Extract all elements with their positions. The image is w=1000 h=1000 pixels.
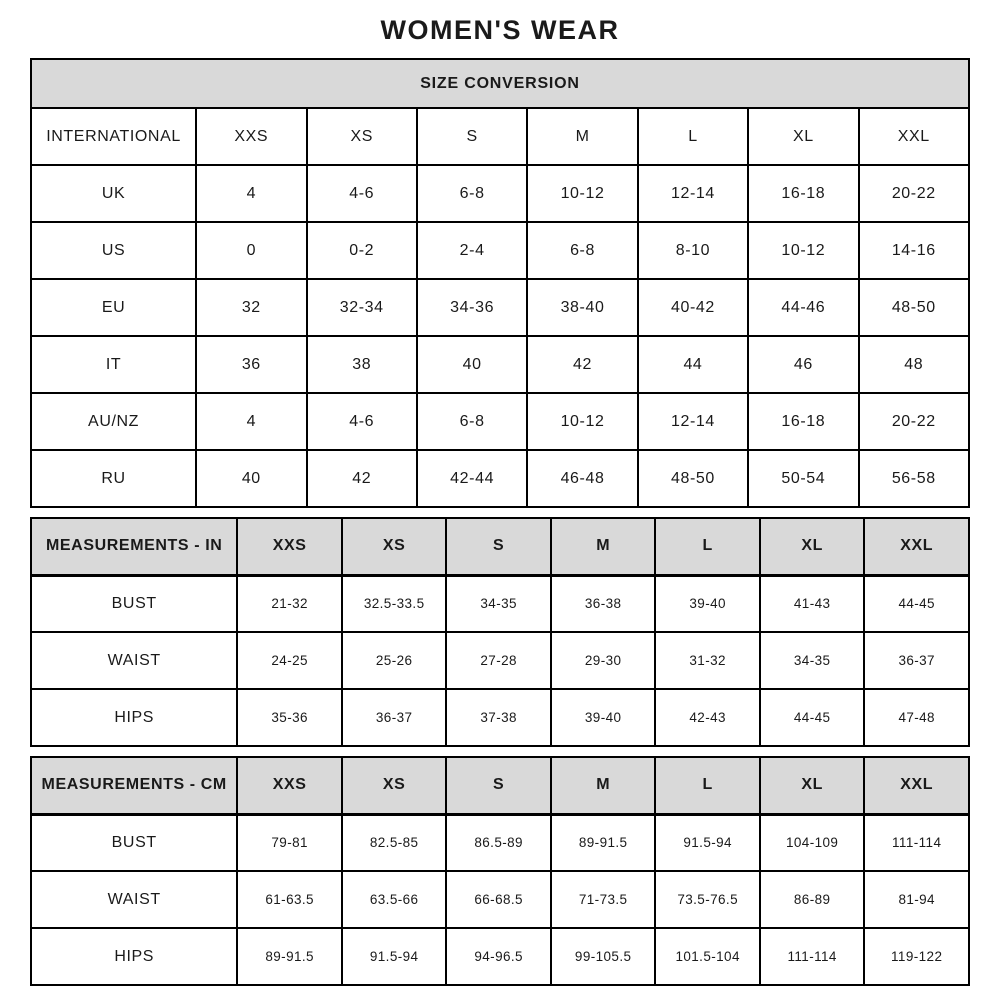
table-cell: 38-40 — [527, 279, 637, 336]
measurements-in-title: MEASUREMENTS - IN — [31, 518, 237, 575]
size-column-header: S — [446, 518, 551, 575]
table-cell: 73.5-76.5 — [655, 871, 760, 928]
table-row — [31, 222, 969, 279]
size-column-header: L — [655, 518, 760, 575]
table-cell: 50-54 — [748, 450, 858, 507]
table-cell: 91.5-94 — [655, 814, 760, 871]
measurements-in-table — [30, 517, 970, 747]
table-cell: 6-8 — [417, 165, 527, 222]
table-cell: XXS — [196, 108, 306, 165]
table-cell: 12-14 — [638, 393, 748, 450]
table-cell: 81-94 — [864, 871, 969, 928]
row-label: UK — [31, 165, 196, 222]
table-cell: 24-25 — [237, 632, 342, 689]
size-column-header: XL — [760, 518, 865, 575]
table-cell: 89-91.5 — [237, 928, 342, 985]
table-cell: 10-12 — [527, 393, 637, 450]
table-cell: 6-8 — [527, 222, 637, 279]
table-cell: 36-38 — [551, 575, 656, 632]
table-cell: XS — [307, 108, 417, 165]
table-cell: 46-48 — [527, 450, 637, 507]
table-cell: 63.5-66 — [342, 871, 447, 928]
table-cell: 20-22 — [859, 165, 969, 222]
size-column-header: XXL — [864, 518, 969, 575]
table-cell: 4-6 — [307, 393, 417, 450]
table-cell: 47-48 — [864, 689, 969, 746]
table-cell: 71-73.5 — [551, 871, 656, 928]
table-cell: 82.5-85 — [342, 814, 447, 871]
table-row — [31, 871, 969, 928]
table-cell: 14-16 — [859, 222, 969, 279]
table-cell: 86.5-89 — [446, 814, 551, 871]
table-cell: 44 — [638, 336, 748, 393]
table-cell: 36 — [196, 336, 306, 393]
table-cell: 8-10 — [638, 222, 748, 279]
table-row — [31, 928, 969, 985]
table-cell: 39-40 — [655, 575, 760, 632]
table-cell: 4-6 — [307, 165, 417, 222]
table-cell: 32.5-33.5 — [342, 575, 447, 632]
table-cell: 91.5-94 — [342, 928, 447, 985]
table-cell: 61-63.5 — [237, 871, 342, 928]
size-column-header: XXL — [864, 757, 969, 814]
size-conversion-title: SIZE CONVERSION — [31, 59, 969, 108]
table-cell: 35-36 — [237, 689, 342, 746]
table-cell: 40 — [196, 450, 306, 507]
size-column-header: M — [551, 518, 656, 575]
table-cell: L — [638, 108, 748, 165]
size-column-header: M — [551, 757, 656, 814]
table-row — [31, 108, 969, 165]
table-cell: 36-37 — [342, 689, 447, 746]
table-cell: 86-89 — [760, 871, 865, 928]
table-cell: 111-114 — [864, 814, 969, 871]
row-label: AU/NZ — [31, 393, 196, 450]
table-cell: 89-91.5 — [551, 814, 656, 871]
table-cell: 48 — [859, 336, 969, 393]
table-cell: 46 — [748, 336, 858, 393]
table-cell: 34-36 — [417, 279, 527, 336]
table-row — [31, 575, 969, 632]
table-cell: 32 — [196, 279, 306, 336]
table-cell: 40-42 — [638, 279, 748, 336]
table-cell: 4 — [196, 393, 306, 450]
table-cell: 21-32 — [237, 575, 342, 632]
table-cell: 94-96.5 — [446, 928, 551, 985]
table-cell: XL — [748, 108, 858, 165]
table-row — [31, 814, 969, 871]
table-cell: 44-45 — [760, 689, 865, 746]
table-cell: 101.5-104 — [655, 928, 760, 985]
size-column-header: XL — [760, 757, 865, 814]
table-row — [31, 393, 969, 450]
row-label: HIPS — [31, 689, 237, 746]
table-cell: 41-43 — [760, 575, 865, 632]
table-cell: 27-28 — [446, 632, 551, 689]
table-row — [31, 336, 969, 393]
size-column-header: XS — [342, 518, 447, 575]
table-cell: M — [527, 108, 637, 165]
table-cell: 12-14 — [638, 165, 748, 222]
table-cell: 16-18 — [748, 393, 858, 450]
measurements-cm-table — [30, 756, 970, 986]
row-label: BUST — [31, 814, 237, 871]
table-cell: 0-2 — [307, 222, 417, 279]
table-row — [31, 165, 969, 222]
table-cell: 48-50 — [859, 279, 969, 336]
table-cell: 20-22 — [859, 393, 969, 450]
table-row — [31, 279, 969, 336]
table-cell: 36-37 — [864, 632, 969, 689]
measurements-cm-header-row — [31, 757, 969, 814]
row-label: BUST — [31, 575, 237, 632]
table-cell: 119-122 — [864, 928, 969, 985]
table-cell: 4 — [196, 165, 306, 222]
table-cell: 32-34 — [307, 279, 417, 336]
size-column-header: XS — [342, 757, 447, 814]
row-label: IT — [31, 336, 196, 393]
row-label: US — [31, 222, 196, 279]
size-column-header: L — [655, 757, 760, 814]
table-cell: 39-40 — [551, 689, 656, 746]
table-cell: S — [417, 108, 527, 165]
size-conversion-caption-row — [31, 59, 969, 108]
table-cell: 37-38 — [446, 689, 551, 746]
size-conversion-table — [30, 58, 970, 508]
table-row — [31, 632, 969, 689]
size-column-header: XXS — [237, 518, 342, 575]
measurements-in-header-row — [31, 518, 969, 575]
table-cell: 10-12 — [748, 222, 858, 279]
table-cell: 111-114 — [760, 928, 865, 985]
row-label: INTERNATIONAL — [31, 108, 196, 165]
row-label: EU — [31, 279, 196, 336]
table-row — [31, 689, 969, 746]
table-row — [31, 450, 969, 507]
table-cell: 99-105.5 — [551, 928, 656, 985]
table-cell: XXL — [859, 108, 969, 165]
table-cell: 66-68.5 — [446, 871, 551, 928]
table-cell: 25-26 — [342, 632, 447, 689]
table-cell: 44-45 — [864, 575, 969, 632]
table-cell: 6-8 — [417, 393, 527, 450]
table-cell: 16-18 — [748, 165, 858, 222]
page-title: WOMEN'S WEAR — [380, 15, 620, 45]
table-cell: 56-58 — [859, 450, 969, 507]
size-column-header: XXS — [237, 757, 342, 814]
table-cell: 44-46 — [748, 279, 858, 336]
table-cell: 34-35 — [760, 632, 865, 689]
table-cell: 79-81 — [237, 814, 342, 871]
row-label: HIPS — [31, 928, 237, 985]
measurements-cm-title: MEASUREMENTS - CM — [31, 757, 237, 814]
table-cell: 42 — [307, 450, 417, 507]
table-cell: 104-109 — [760, 814, 865, 871]
table-cell: 31-32 — [655, 632, 760, 689]
table-cell: 38 — [307, 336, 417, 393]
table-cell: 42-44 — [417, 450, 527, 507]
table-cell: 40 — [417, 336, 527, 393]
table-cell: 10-12 — [527, 165, 637, 222]
row-label: RU — [31, 450, 196, 507]
table-cell: 2-4 — [417, 222, 527, 279]
table-cell: 34-35 — [446, 575, 551, 632]
size-column-header: S — [446, 757, 551, 814]
table-cell: 42 — [527, 336, 637, 393]
table-cell: 29-30 — [551, 632, 656, 689]
table-cell: 42-43 — [655, 689, 760, 746]
row-label: WAIST — [31, 871, 237, 928]
table-cell: 0 — [196, 222, 306, 279]
table-cell: 48-50 — [638, 450, 748, 507]
row-label: WAIST — [31, 632, 237, 689]
